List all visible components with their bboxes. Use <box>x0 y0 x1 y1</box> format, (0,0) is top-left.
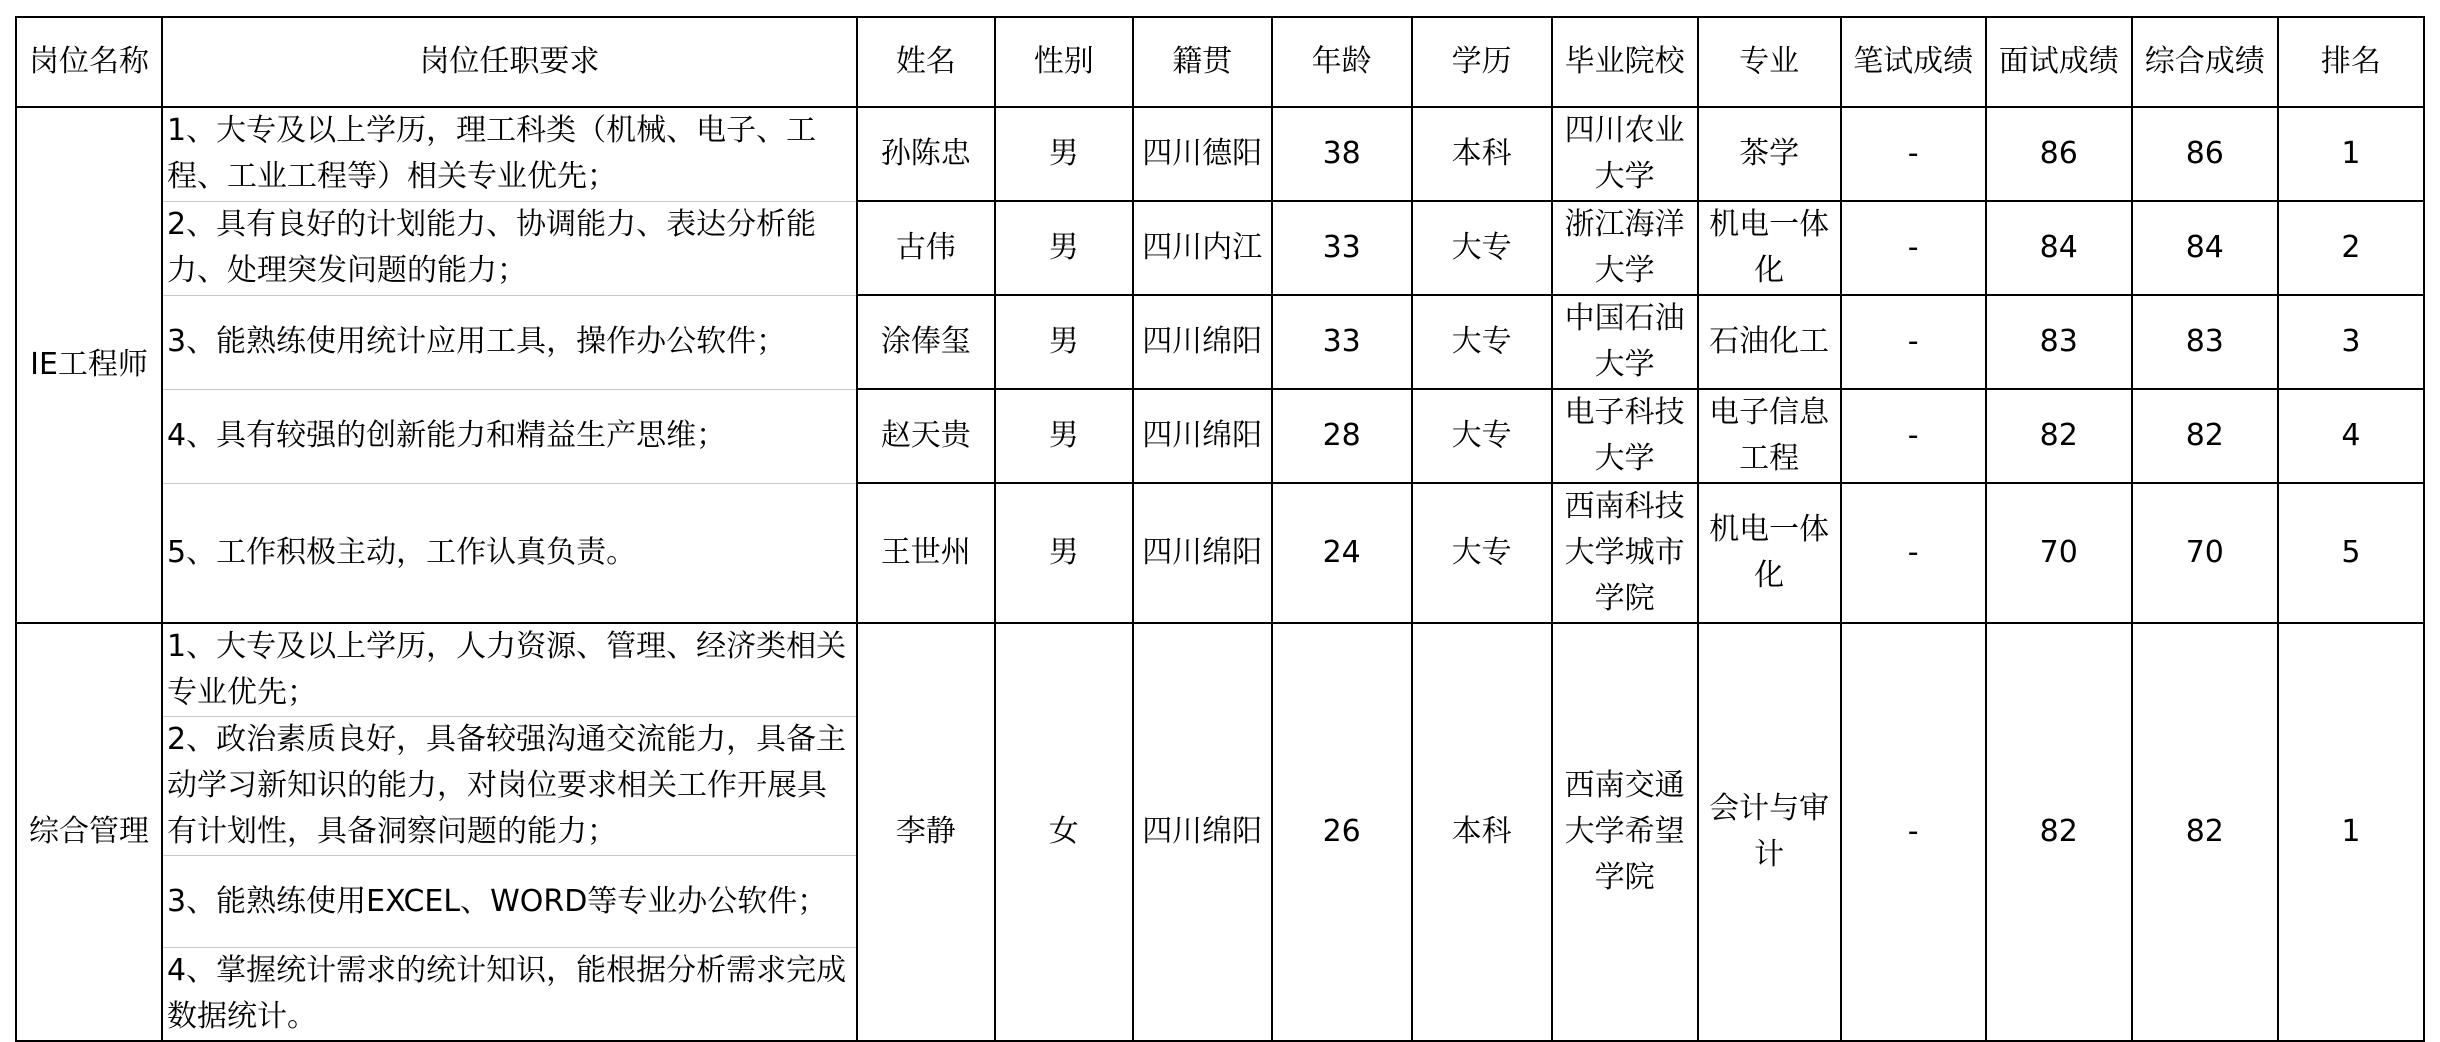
table-row <box>16 623 2424 717</box>
ranking-table <box>15 16 2425 1042</box>
candidate-written-score: - <box>1841 295 1986 389</box>
candidate-interview-score: 86 <box>1986 107 2132 201</box>
candidate-total-score: 83 <box>2132 295 2278 389</box>
candidate-rank: 2 <box>2278 201 2424 295</box>
header-cell-education: 学历 <box>1412 17 1552 107</box>
candidate-school: 四川农业大学 <box>1552 107 1698 201</box>
header-cell-requirements: 岗位任职要求 <box>162 17 857 107</box>
candidate-major: 茶学 <box>1698 107 1841 201</box>
candidate-interview-score: 82 <box>1986 389 2132 483</box>
candidate-rank: 1 <box>2278 623 2424 1041</box>
candidate-total-score: 84 <box>2132 201 2278 295</box>
candidate-total-score: 82 <box>2132 389 2278 483</box>
header-cell-major: 专业 <box>1698 17 1841 107</box>
candidate-written-score: - <box>1841 201 1986 295</box>
candidate-age: 33 <box>1272 295 1412 389</box>
candidate-total-score: 70 <box>2132 483 2278 623</box>
candidate-name: 涂俸玺 <box>857 295 995 389</box>
candidate-major: 电子信息工程 <box>1698 389 1841 483</box>
candidate-school: 中国石油大学 <box>1552 295 1698 389</box>
table-row <box>16 201 2424 295</box>
header-cell-school: 毕业院校 <box>1552 17 1698 107</box>
candidate-education: 大专 <box>1412 389 1552 483</box>
candidate-school: 西南科技大学城市学院 <box>1552 483 1698 623</box>
candidate-gender: 女 <box>995 623 1133 1041</box>
candidate-written-score: - <box>1841 107 1986 201</box>
candidate-major: 石油化工 <box>1698 295 1841 389</box>
candidate-name: 李静 <box>857 623 995 1041</box>
requirement-item: 5、工作积极主动，工作认真负责。 <box>162 483 857 623</box>
header-cell-gender: 性别 <box>995 17 1133 107</box>
candidate-gender: 男 <box>995 201 1133 295</box>
candidate-age: 24 <box>1272 483 1412 623</box>
requirement-item: 3、能熟练使用EXCEL、WORD等专业办公软件； <box>162 856 857 948</box>
candidate-written-score: - <box>1841 483 1986 623</box>
candidate-education: 大专 <box>1412 201 1552 295</box>
candidate-origin: 四川绵阳 <box>1133 295 1272 389</box>
table-row <box>16 389 2424 483</box>
position-cell: 综合管理 <box>16 623 162 1041</box>
candidate-education: 本科 <box>1412 107 1552 201</box>
candidate-name: 古伟 <box>857 201 995 295</box>
candidate-written-score: - <box>1841 389 1986 483</box>
candidate-gender: 男 <box>995 107 1133 201</box>
candidate-rank: 5 <box>2278 483 2424 623</box>
table-row <box>16 295 2424 389</box>
candidate-name: 王世州 <box>857 483 995 623</box>
candidate-major: 机电一体化 <box>1698 483 1841 623</box>
candidate-name: 孙陈忠 <box>857 107 995 201</box>
candidate-school: 电子科技大学 <box>1552 389 1698 483</box>
candidate-interview-score: 84 <box>1986 201 2132 295</box>
candidate-education: 大专 <box>1412 295 1552 389</box>
requirement-item: 1、大专及以上学历，人力资源、管理、经济类相关专业优先； <box>162 623 857 717</box>
header-cell-interview-score: 面试成绩 <box>1986 17 2132 107</box>
candidate-written-score: - <box>1841 623 1986 1041</box>
candidate-interview-score: 70 <box>1986 483 2132 623</box>
candidate-origin: 四川德阳 <box>1133 107 1272 201</box>
header-cell-total-score: 综合成绩 <box>2132 17 2278 107</box>
candidate-name: 赵天贵 <box>857 389 995 483</box>
candidate-school: 浙江海洋大学 <box>1552 201 1698 295</box>
candidate-origin: 四川绵阳 <box>1133 389 1272 483</box>
candidate-rank: 3 <box>2278 295 2424 389</box>
requirement-item: 1、大专及以上学历，理工科类（机械、电子、工程、工业工程等）相关专业优先； <box>162 107 857 201</box>
candidate-education: 本科 <box>1412 623 1552 1041</box>
candidate-origin: 四川绵阳 <box>1133 483 1272 623</box>
candidate-gender: 男 <box>995 295 1133 389</box>
candidate-rank: 4 <box>2278 389 2424 483</box>
candidate-age: 33 <box>1272 201 1412 295</box>
table-row <box>16 483 2424 623</box>
candidate-total-score: 82 <box>2132 623 2278 1041</box>
header-row <box>16 17 2424 107</box>
header-cell-rank: 排名 <box>2278 17 2424 107</box>
requirement-item: 4、掌握统计需求的统计知识，能根据分析需求完成数据统计。 <box>162 948 857 1042</box>
header-cell-position: 岗位名称 <box>16 17 162 107</box>
candidate-gender: 男 <box>995 483 1133 623</box>
candidate-total-score: 86 <box>2132 107 2278 201</box>
header-cell-written-score: 笔试成绩 <box>1841 17 1986 107</box>
candidate-gender: 男 <box>995 389 1133 483</box>
candidate-rank: 1 <box>2278 107 2424 201</box>
candidate-age: 38 <box>1272 107 1412 201</box>
candidate-origin: 四川内江 <box>1133 201 1272 295</box>
candidate-interview-score: 83 <box>1986 295 2132 389</box>
requirement-item: 2、具有良好的计划能力、协调能力、表达分析能力、处理突发问题的能力； <box>162 201 857 295</box>
position-cell: IE工程师 <box>16 107 162 623</box>
candidate-education: 大专 <box>1412 483 1552 623</box>
requirement-item: 2、政治素质良好，具备较强沟通交流能力，具备主动学习新知识的能力，对岗位要求相关工作开展具有计划性，具备洞察问题的能力； <box>162 717 857 856</box>
candidate-origin: 四川绵阳 <box>1133 623 1272 1041</box>
candidate-major: 会计与审计 <box>1698 623 1841 1041</box>
candidate-major: 机电一体化 <box>1698 201 1841 295</box>
header-cell-origin: 籍贯 <box>1133 17 1272 107</box>
candidate-age: 26 <box>1272 623 1412 1041</box>
header-cell-age: 年龄 <box>1272 17 1412 107</box>
candidate-interview-score: 82 <box>1986 623 2132 1041</box>
candidate-school: 西南交通大学希望学院 <box>1552 623 1698 1041</box>
requirement-item: 4、具有较强的创新能力和精益生产思维； <box>162 389 857 483</box>
candidate-age: 28 <box>1272 389 1412 483</box>
requirement-item: 3、能熟练使用统计应用工具，操作办公软件； <box>162 295 857 389</box>
header-cell-name: 姓名 <box>857 17 995 107</box>
table-row <box>16 107 2424 201</box>
